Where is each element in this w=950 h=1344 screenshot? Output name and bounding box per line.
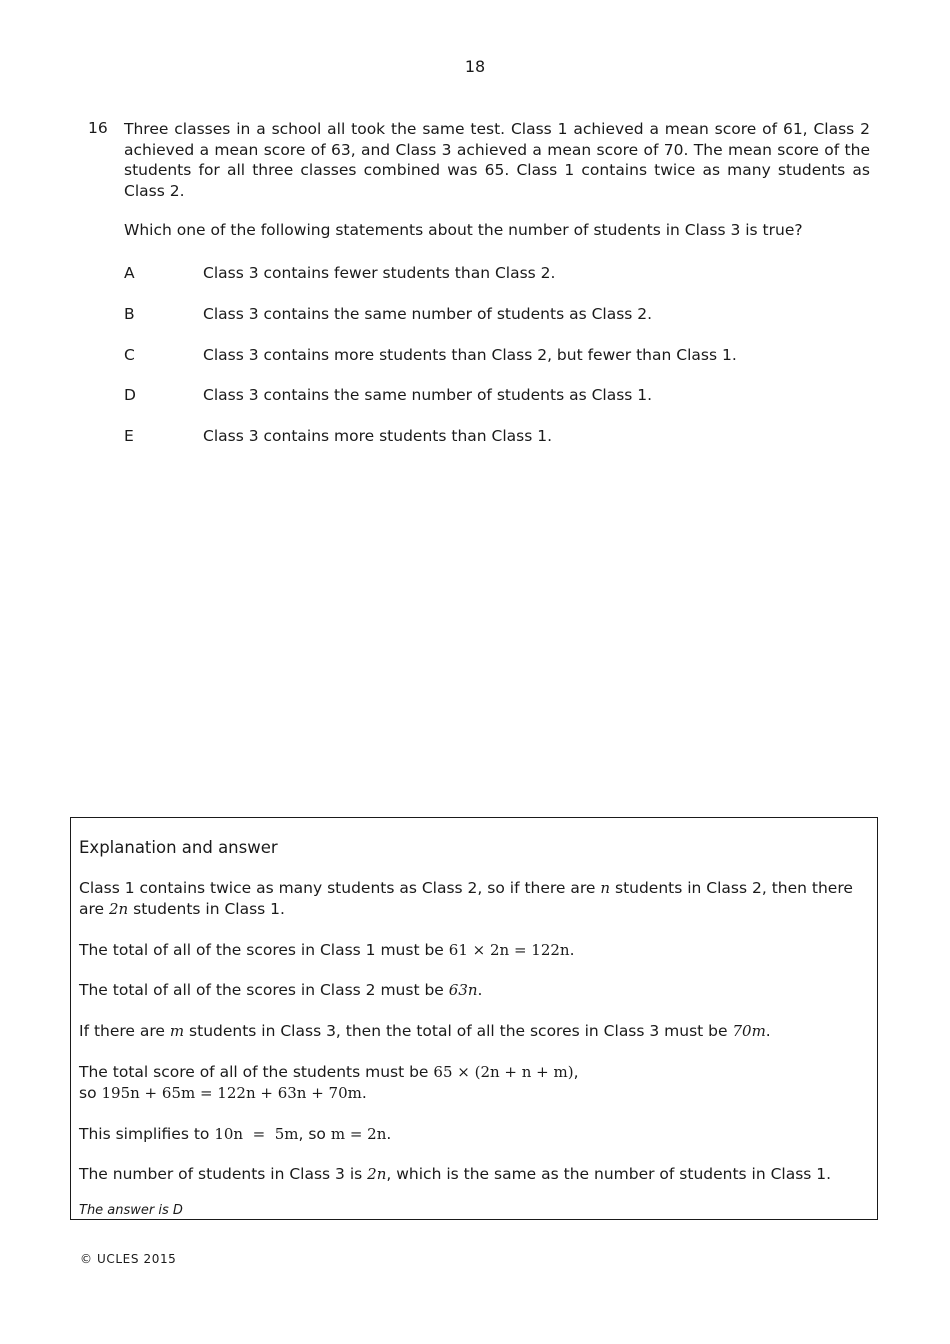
math-expression: 10n = 5m	[214, 1125, 299, 1143]
text-run: This simplifies to	[79, 1125, 215, 1143]
text-run: .	[765, 1022, 771, 1040]
option-b	[124, 304, 870, 345]
option-letter: E	[124, 427, 134, 446]
question-prompt: Which one of the following statements about the number of students in Class 3 is true?	[124, 221, 803, 239]
text-run: Class 1 contains twice as many students as Class 2, so if there are	[79, 879, 601, 897]
text-run: If there are	[79, 1022, 170, 1040]
text-run: students in Class 1.	[128, 899, 285, 918]
question-text: Three classes in a school all took the same test. Class 1 achieved a mean score of 61, Class 2 achieved a mean score of 63, and Class 3 achieved a mean score of 70. The mean score of the students for all three classes combined was 65. Class 1 contains twice as many students as Class 2.	[124, 120, 870, 200]
option-letter: A	[124, 264, 135, 282]
math-expression: 2n	[367, 1165, 387, 1183]
question-number: 16	[88, 119, 108, 137]
explanation-title: Explanation and answer	[79, 838, 278, 857]
text-run: The total score of all of the students must be	[79, 1063, 434, 1081]
explanation-paragraph-6	[79, 1124, 869, 1145]
math-expression: 63n	[448, 981, 478, 999]
math-expression: n	[600, 879, 611, 897]
explanation-box	[70, 817, 878, 1220]
explanation-paragraph-7	[79, 1164, 869, 1185]
option-c	[124, 345, 870, 386]
explanation-paragraph-3	[79, 980, 869, 1001]
text-run: ,	[573, 1063, 579, 1081]
text-run: The total of all of the scores in Class 1 must be	[79, 941, 449, 959]
option-a	[124, 263, 870, 304]
option-e	[124, 426, 870, 467]
math-expression: 65 × (2n + n + m)	[433, 1063, 574, 1081]
option-text: Class 3 contains the same number of students as Class 1.	[203, 386, 653, 405]
option-text: Class 3 contains the same number of students as Class 2.	[203, 304, 653, 323]
explanation-paragraph-2	[79, 940, 869, 961]
math-expression: 70m	[732, 1022, 766, 1040]
text-run: students in Class 3, then the total of all the scores in Class 3 must be	[184, 1022, 733, 1040]
math-expression: m	[169, 1022, 185, 1040]
math-expression: 195n + 65m = 122n + 63n + 70m	[101, 1083, 362, 1102]
text-run: , so	[298, 1125, 331, 1143]
math-expression: m = 2n	[330, 1125, 387, 1143]
text-run: , which is the same as the number of students in Class 1.	[386, 1165, 832, 1183]
option-text: Class 3 contains more students than Class 1.	[203, 427, 553, 446]
text-run: .	[569, 941, 575, 959]
text-run: .	[477, 981, 483, 999]
explanation-paragraph-4	[79, 1021, 869, 1042]
text-run: .	[386, 1125, 392, 1143]
options-list	[124, 263, 870, 467]
explanation-paragraph-1	[79, 878, 869, 919]
text-run: so	[79, 1083, 102, 1102]
option-letter: B	[124, 304, 135, 323]
text-run: The number of students in Class 3 is	[79, 1165, 368, 1183]
option-letter: D	[124, 386, 136, 405]
text-run: The total of all of the scores in Class 2 must be	[79, 981, 449, 999]
option-text: Class 3 contains more students than Class 2, but fewer than Class 1.	[203, 345, 737, 364]
page-number: 18	[464, 57, 486, 76]
math-expression: 2n	[109, 899, 129, 918]
math-expression: 61 × 2n = 122n	[448, 941, 570, 959]
answer-line: The answer is D	[79, 1203, 183, 1218]
explanation-paragraph-5	[79, 1062, 869, 1103]
option-letter: C	[124, 345, 135, 364]
option-d	[124, 385, 870, 426]
option-text: Class 3 contains fewer students than Class 2.	[203, 264, 556, 282]
copyright-footer: © UCLES 2015	[80, 1252, 177, 1266]
text-run: .	[361, 1083, 367, 1102]
text-run: students in Class 2, then there are	[79, 879, 853, 918]
